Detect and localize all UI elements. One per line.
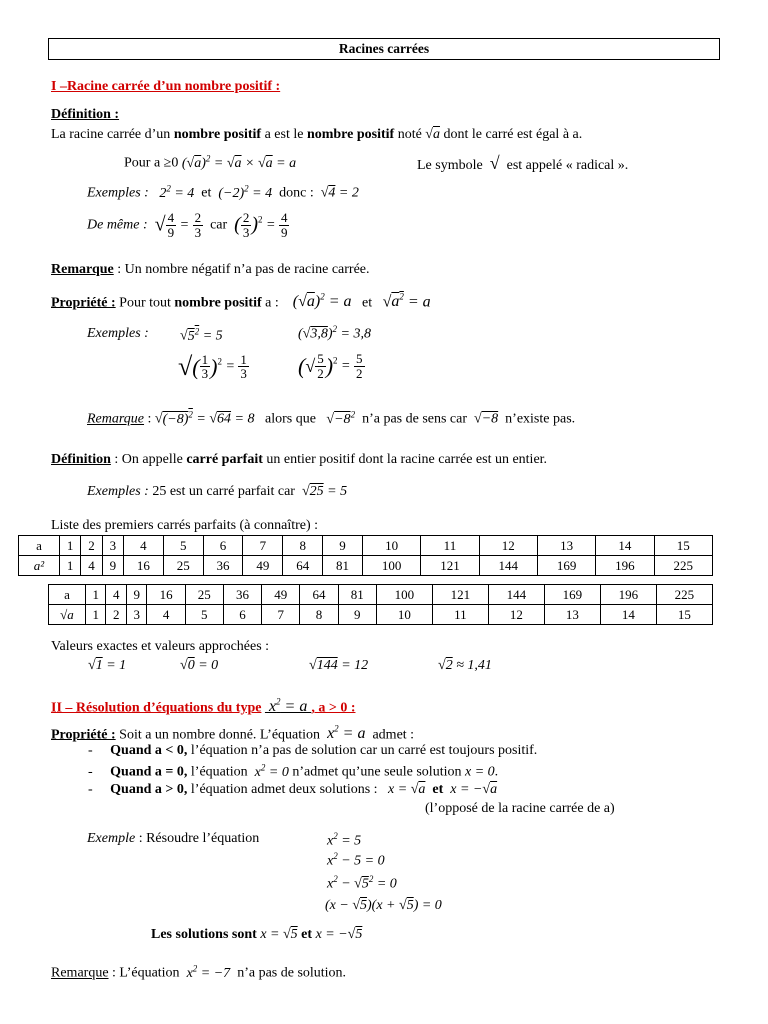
exemples-line-1: Exemples : $2^2 = 4$ et $(-2)^2 = 4$ donc : √4 = 2 bbox=[87, 183, 359, 201]
example-sqrt-3-8-squared: $(√3,8)^2 = 3,8$ bbox=[298, 324, 371, 342]
equation-step-3: $x^2 - √5^2 = 0$ bbox=[327, 874, 397, 892]
table-cell: 4 bbox=[81, 556, 102, 576]
table-cell: 8 bbox=[300, 605, 338, 625]
table-head-a: a bbox=[49, 585, 86, 605]
table-cell: 81 bbox=[338, 585, 376, 605]
table-cell: 144 bbox=[479, 556, 537, 576]
remarque-3: Remarque : L’équation $x^2 = -7$ n’a pas de solution. bbox=[51, 963, 347, 981]
table-cell: 5 bbox=[163, 536, 203, 556]
table-cell: 12 bbox=[479, 536, 537, 556]
table-cell: 2 bbox=[81, 536, 102, 556]
table-cell: 1 bbox=[86, 585, 106, 605]
table-cell: 64 bbox=[283, 556, 323, 576]
table-cell: 3 bbox=[102, 536, 123, 556]
table-row bbox=[49, 585, 713, 605]
table-cell: 2 bbox=[106, 605, 126, 625]
table-cell: 225 bbox=[656, 585, 712, 605]
equation-step-2: $x^2 - 5 = 0$ bbox=[327, 851, 385, 869]
table-cell: 6 bbox=[203, 536, 243, 556]
solutions-line: Les solutions sont x = √5 et x = −√5 bbox=[151, 927, 363, 942]
table-cell: 169 bbox=[537, 556, 595, 576]
table-cell: 14 bbox=[600, 605, 656, 625]
table-cell: 3 bbox=[126, 605, 146, 625]
value-sqrt-2: √2 ≈ 1,41 bbox=[438, 658, 492, 673]
table-cell: 6 bbox=[223, 605, 261, 625]
table-cell: 13 bbox=[544, 605, 600, 625]
roots-table bbox=[48, 584, 713, 625]
table-cell: 196 bbox=[600, 585, 656, 605]
value-sqrt-144: √144 = 12 bbox=[309, 658, 369, 673]
exemple-resoudre: Exemple : Résoudre l’équation bbox=[87, 831, 260, 846]
de-meme-line: De même : √ $\frac{4}{9}$ = $\frac{2}{3}$ car ( $\frac{2}{3}$ )$^2$ = $\frac{4}{9}$ bbox=[87, 210, 288, 240]
section-2-heading: II – Résolution d’équations du type $x^2 = a$ , a > 0 : bbox=[51, 697, 356, 716]
case-a-zero: - Quand a = 0, l’équation $x^2 = 0$ n’admet qu’une seule solution x = 0. bbox=[88, 762, 499, 780]
table-cell: 64 bbox=[300, 585, 338, 605]
exemples-3: Exemples : 25 est un carré parfait car √25 = 5 bbox=[87, 484, 348, 499]
value-sqrt-0: √0 = 0 bbox=[180, 658, 219, 673]
table-cell: 121 bbox=[432, 585, 488, 605]
table-cell: 121 bbox=[421, 556, 479, 576]
table-cell: 225 bbox=[654, 556, 712, 576]
table-cell: 9 bbox=[126, 585, 146, 605]
table-cell: 169 bbox=[544, 585, 600, 605]
value-sqrt-1: √1 = 1 bbox=[88, 658, 127, 673]
table-cell: 13 bbox=[537, 536, 595, 556]
remarque-1: Remarque : Un nombre négatif n’a pas de racine carrée. bbox=[51, 262, 370, 277]
table-cell: 100 bbox=[376, 585, 432, 605]
squares-table bbox=[18, 535, 713, 576]
example-sqrt-frac-1-3: √( $\frac{1}{3}$ )$^2$ = $\frac{1}{3}$ bbox=[178, 351, 247, 382]
table-cell: 16 bbox=[123, 556, 163, 576]
table-cell: 1 bbox=[60, 556, 81, 576]
table-head-sqrt-a: √a bbox=[49, 605, 86, 625]
table-cell: 14 bbox=[596, 536, 654, 556]
case-a-negative: - Quand a < 0, l’équation n’a pas de solution car un carré est toujours positif. bbox=[88, 743, 538, 758]
definition-label: Définition : bbox=[51, 107, 120, 122]
opposite-note: (l’opposé de la racine carrée de a) bbox=[425, 801, 615, 816]
table-cell: 100 bbox=[362, 556, 420, 576]
table-cell: 9 bbox=[323, 536, 363, 556]
table-cell: 9 bbox=[102, 556, 123, 576]
table-cell: 7 bbox=[243, 536, 283, 556]
table-cell: 7 bbox=[262, 605, 300, 625]
table-cell: 10 bbox=[376, 605, 432, 625]
table-cell: 1 bbox=[86, 605, 106, 625]
table-cell: 16 bbox=[147, 585, 185, 605]
definition-2: Définition : On appelle carré parfait un entier positif dont la racine carrée est un entier. bbox=[51, 452, 548, 467]
table-row bbox=[49, 605, 713, 625]
equation-step-4: (x − √5)(x + √5) = 0 bbox=[325, 898, 442, 913]
table-cell: 196 bbox=[596, 556, 654, 576]
table-cell: 144 bbox=[488, 585, 544, 605]
table-cell: 81 bbox=[323, 556, 363, 576]
table-cell: 11 bbox=[421, 536, 479, 556]
table-cell: 11 bbox=[432, 605, 488, 625]
exemples-2-label: Exemples : bbox=[87, 326, 149, 341]
table-cell: 1 bbox=[60, 536, 81, 556]
table-row bbox=[19, 536, 713, 556]
case-a-positive: - Quand a > 0, l’équation admet deux solutions : x = √a et x = −√a bbox=[88, 782, 498, 797]
table-cell: 12 bbox=[488, 605, 544, 625]
table-cell: 36 bbox=[203, 556, 243, 576]
propriete-2: Propriété : Soit a un nombre donné. L’équation $x^2 = a$ admet : bbox=[51, 724, 415, 743]
table-head-a: a bbox=[19, 536, 60, 556]
propriete-1: Propriété : Pour tout nombre positif a : $(√a)^2 = a$ et $√a^2 = a$ bbox=[51, 292, 431, 311]
table-cell: 10 bbox=[362, 536, 420, 556]
symbole-radical: Le symbole √ est appelé « radical ». bbox=[417, 153, 629, 173]
table-cell: 15 bbox=[656, 605, 712, 625]
table-cell: 8 bbox=[283, 536, 323, 556]
table-cell: 4 bbox=[123, 536, 163, 556]
table-cell: 49 bbox=[262, 585, 300, 605]
example-sqrt-frac-5-2: (√ $\frac{5}{2}$ )$^2$ = $\frac{5}{2}$ bbox=[298, 351, 363, 381]
pour-a-formula: Pour a ≥0 $(√a)^2 = √a \times √a = a$ bbox=[124, 153, 297, 171]
definition-text: La racine carrée d’un nombre positif a est le nombre positif noté √a dont le carré est égal à a. bbox=[51, 127, 583, 142]
example-sqrt-5-squared: $√5^2 = 5$ bbox=[180, 326, 223, 344]
table-cell: 25 bbox=[163, 556, 203, 576]
valeurs-label: Valeurs exactes et valeurs approchées : bbox=[51, 639, 270, 654]
table-cell: 49 bbox=[243, 556, 283, 576]
table-cell: 15 bbox=[654, 536, 712, 556]
table-cell: 5 bbox=[185, 605, 223, 625]
equation-step-1: $x^2 = 5$ bbox=[327, 831, 362, 849]
table-cell: 9 bbox=[338, 605, 376, 625]
table-cell: 25 bbox=[185, 585, 223, 605]
page-title: Racines carrées bbox=[48, 38, 720, 60]
remarque-2: Remarque : $√(-8)^2 = √64 = 8$ alors que $√-8^2$ n’a pas de sens car √−8 n’existe pas. bbox=[87, 409, 576, 427]
table-cell: 4 bbox=[106, 585, 126, 605]
liste-label: Liste des premiers carrés parfaits (à connaître) : bbox=[51, 518, 319, 533]
section-1-heading: I –Racine carrée d’un nombre positif : bbox=[51, 79, 281, 94]
table-cell: 4 bbox=[147, 605, 185, 625]
table-row bbox=[19, 556, 713, 576]
table-head-a-squared: a² bbox=[19, 556, 60, 576]
table-cell: 36 bbox=[223, 585, 261, 605]
